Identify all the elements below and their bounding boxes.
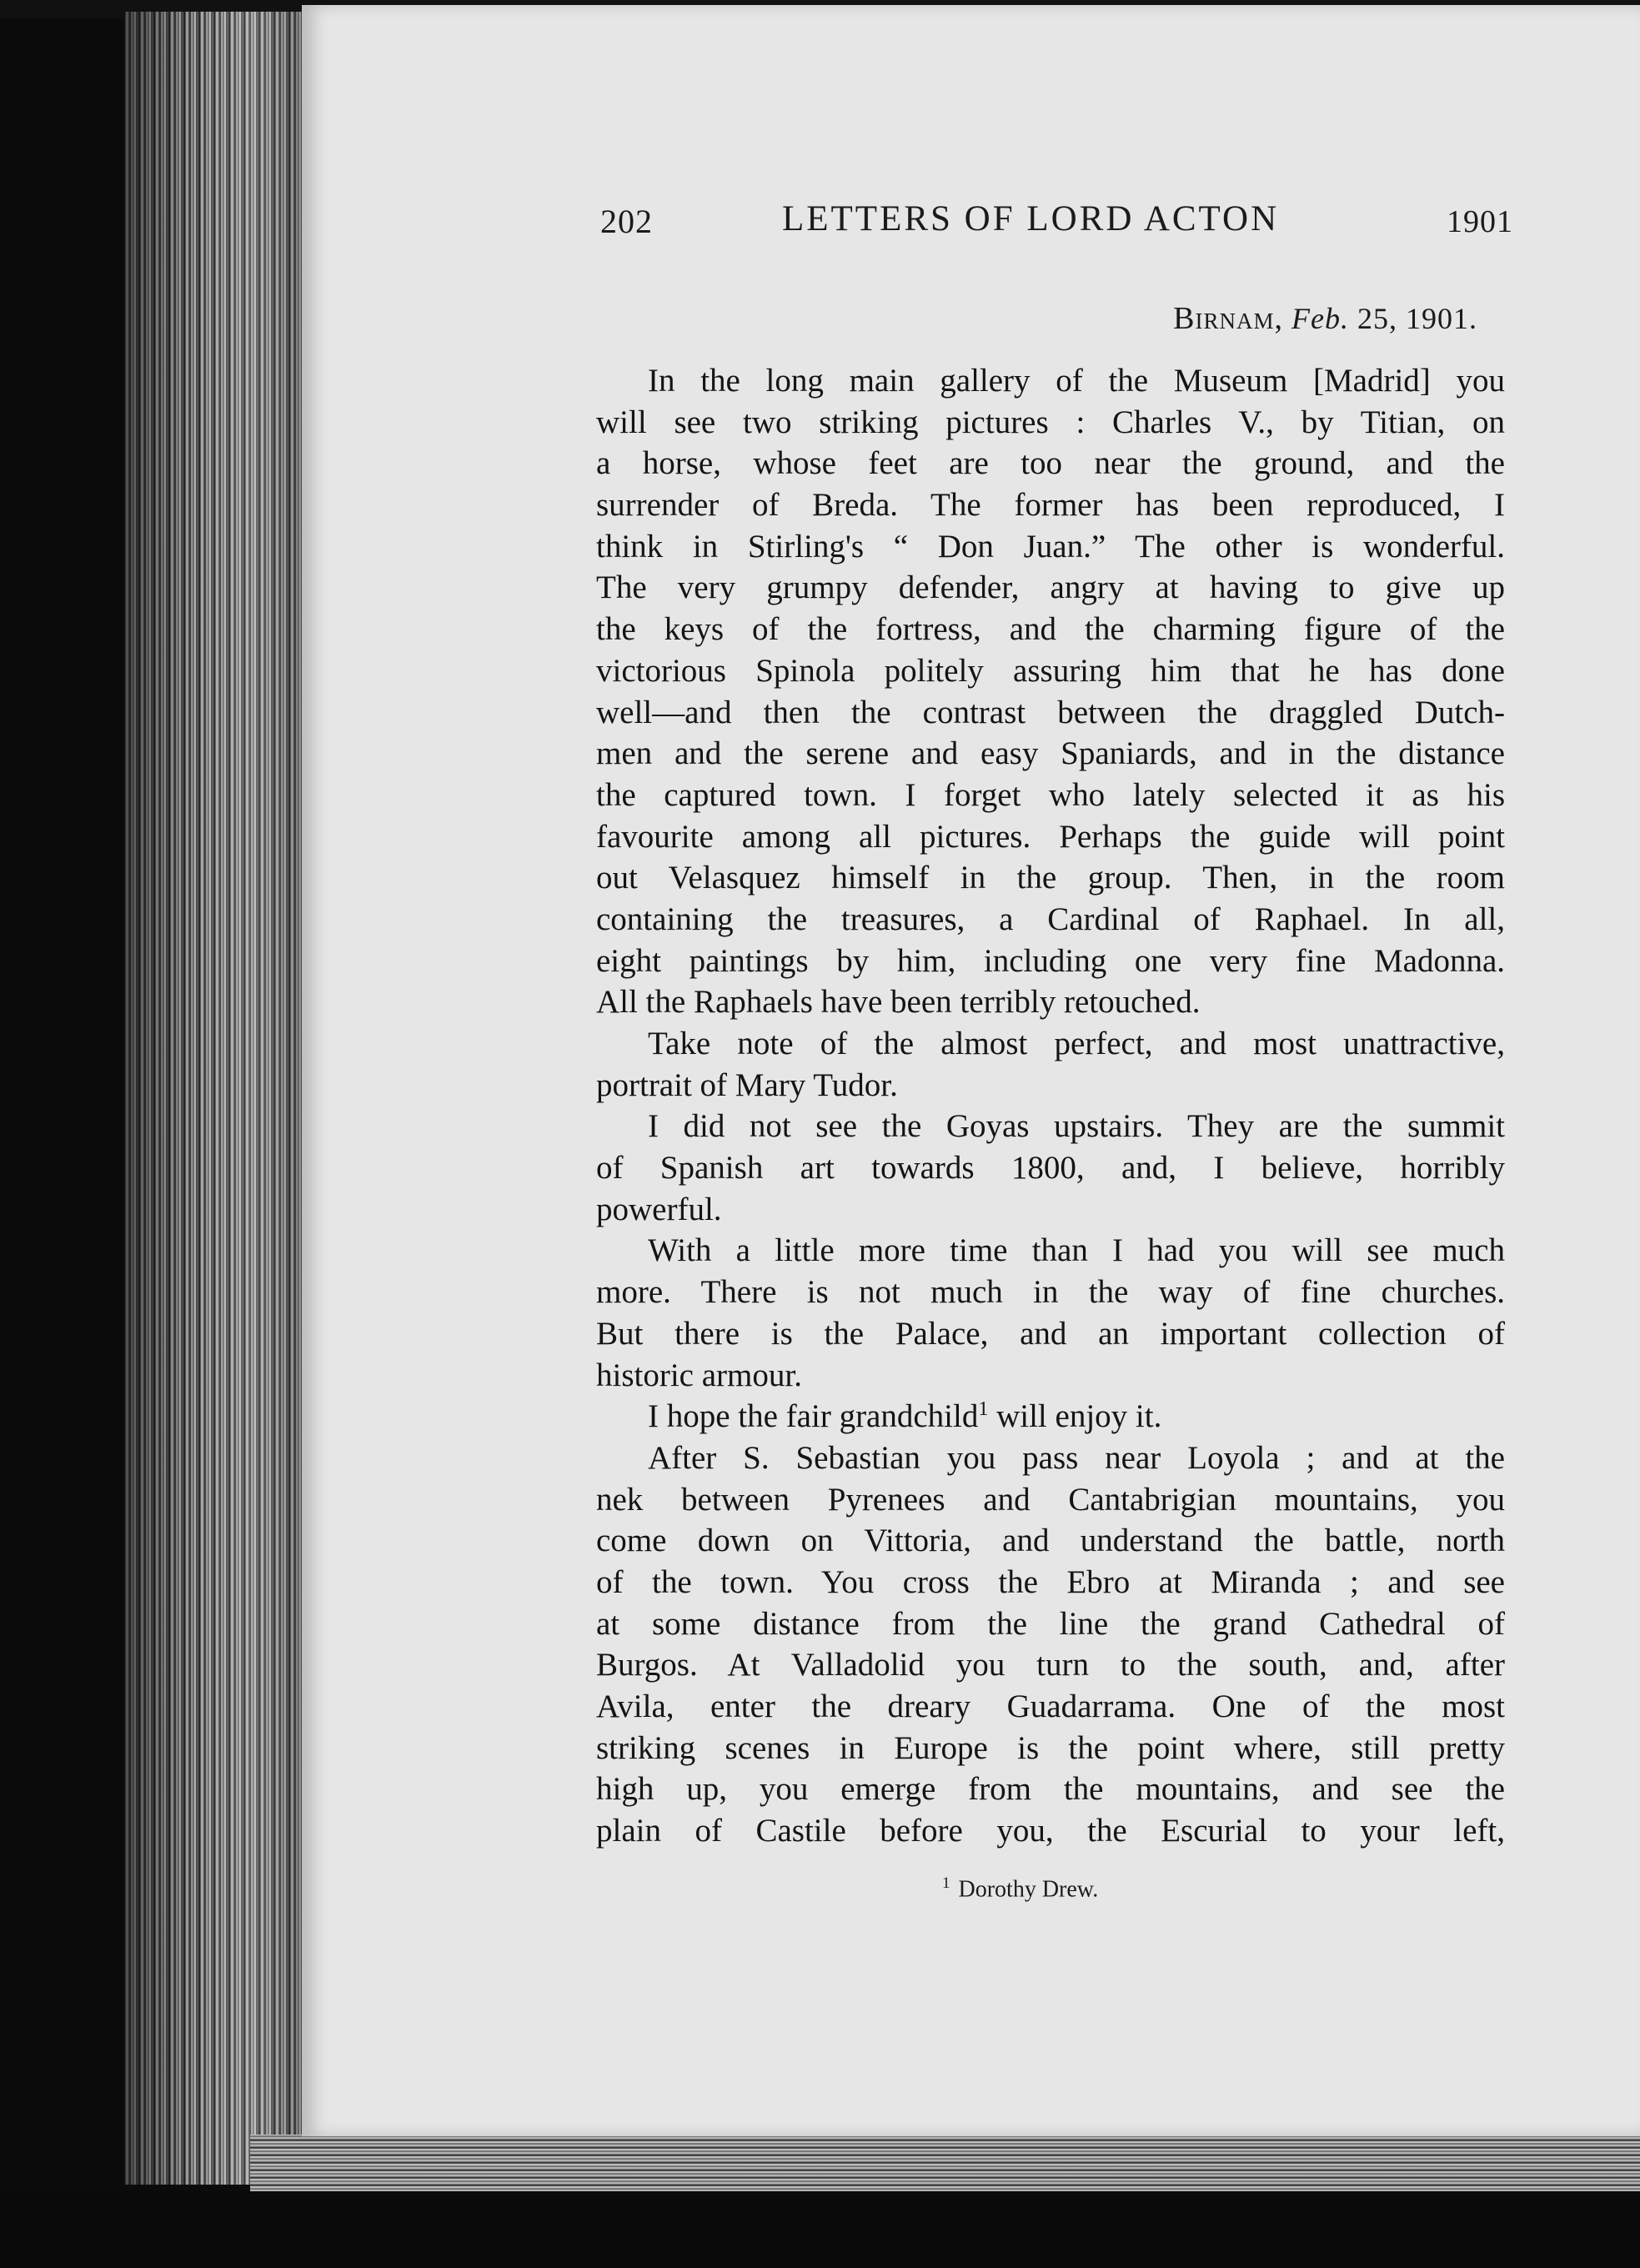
text-line — [596, 1355, 1505, 1397]
text-line — [596, 733, 1505, 775]
text-line — [596, 1313, 1505, 1355]
line-text-continued: will enjoy it. — [988, 1398, 1162, 1435]
text-line — [596, 981, 1505, 1023]
text-line — [596, 360, 1505, 402]
page-number: 202 — [600, 203, 653, 240]
text-line — [596, 899, 1505, 941]
text-line — [596, 1810, 1505, 1852]
text-line — [596, 1479, 1505, 1521]
line-text: of the town. You cross the Ebro at Miranda ; and see — [596, 1563, 1505, 1600]
line-text: at some distance from the line the grand Cathedral of — [596, 1605, 1505, 1642]
line-text: high up, you emerge from the mountains, and see the — [596, 1771, 1505, 1808]
footnote-text: Dorothy Drew. — [958, 1876, 1099, 1903]
text-line — [596, 1562, 1505, 1603]
text-line — [596, 650, 1505, 692]
text-line — [596, 1396, 1505, 1438]
text-line — [596, 1644, 1505, 1686]
line-text: Avila, enter the dreary Guadarrama. One of the most — [596, 1688, 1505, 1724]
text-line — [596, 857, 1505, 899]
running-header — [600, 198, 1513, 248]
line-text: well—and then the contrast between the draggled Dutch- — [596, 694, 1505, 730]
line-text: powerful. — [596, 1191, 722, 1227]
line-text: The very grumpy defender, angry at having to give up — [596, 570, 1505, 606]
text-line — [596, 941, 1505, 982]
text-line — [596, 526, 1505, 568]
line-text: But there is the Palace, and an important collection of — [596, 1315, 1505, 1352]
text-line — [596, 402, 1505, 444]
line-text: victorious Spinola politely assuring him that he has done — [596, 652, 1505, 689]
line-text: Burgos. At Valladolid you turn to the south, and, after — [596, 1647, 1505, 1683]
footnote — [942, 1874, 1098, 1903]
line-text: come down on Vittoria, and understand the battle, north — [596, 1523, 1505, 1559]
text-line — [596, 1686, 1505, 1728]
line-text: eight paintings by him, including one very fine Madonna. — [596, 942, 1505, 979]
line-text: striking scenes in Europe is the point where, still pretty — [596, 1729, 1505, 1766]
line-text: Take note of the almost perfect, and most unattractive, — [648, 1026, 1505, 1061]
line-text: think in Stirling's “ Don Juan.” The other is wonderful. — [596, 528, 1505, 564]
text-line — [596, 1520, 1505, 1562]
line-text: I hope the fair grandchild — [648, 1398, 979, 1435]
text-line — [596, 567, 1505, 609]
footnote-marker: 1 — [942, 1874, 950, 1892]
line-text: a horse, whose feet are too near the ground, and the — [596, 445, 1505, 482]
dateline-date: 25, 1901. — [1357, 302, 1477, 335]
line-text: With a little more time than I had you will see much — [648, 1232, 1505, 1269]
text-line — [596, 443, 1505, 484]
text-line — [596, 692, 1505, 734]
text-line — [596, 1023, 1505, 1065]
line-text: favourite among all pictures. Perhaps the guide will point — [596, 818, 1505, 855]
line-text: more. There is not much in the way of fine churches. — [596, 1274, 1505, 1311]
line-text: In the long main gallery of the Museum [Madrid] you — [648, 363, 1505, 399]
text-line — [596, 1230, 1505, 1272]
line-text: out Velasquez himself in the group. Then, in the room — [596, 860, 1505, 896]
line-text: the captured town. I forget who lately selected it as his — [596, 776, 1505, 813]
header-year: 1901 — [1447, 204, 1513, 239]
line-text: will see two striking pictures : Charles V., by Titian, on — [596, 404, 1505, 440]
footnote-reference: 1 — [978, 1398, 989, 1421]
line-text: I did not see the Goyas upstairs. They are the summit — [648, 1108, 1505, 1145]
page-edges-shadow — [123, 12, 308, 2185]
dateline-place: Birnam, — [1173, 301, 1284, 336]
text-line — [596, 816, 1505, 858]
line-text: surrender of Breda. The former has been reproduced, I — [596, 487, 1505, 524]
dateline-month: Feb. — [1291, 302, 1349, 335]
text-line — [596, 1189, 1505, 1231]
text-line — [596, 1106, 1505, 1147]
line-text: the keys of the fortress, and the charming figure of the — [596, 611, 1505, 648]
line-text: plain of Castile before you, the Escurial to your left, — [596, 1813, 1505, 1849]
text-line — [596, 1769, 1505, 1810]
text-line — [596, 775, 1505, 816]
letter-dateline — [1173, 300, 1477, 337]
line-text: historic armour. — [596, 1357, 802, 1393]
text-line — [596, 609, 1505, 650]
text-line — [596, 1603, 1505, 1645]
text-line — [596, 1438, 1505, 1479]
line-text: All the Raphaels have been terribly retouched. — [596, 984, 1201, 1021]
text-line — [596, 1147, 1505, 1189]
text-line — [596, 1728, 1505, 1769]
text-line — [596, 1065, 1505, 1106]
running-title: LETTERS OF LORD ACTON — [782, 199, 1280, 238]
line-text: portrait of Mary Tudor. — [596, 1066, 898, 1103]
line-text: nek between Pyrenees and Cantabrigian mountains, you — [596, 1481, 1505, 1518]
scan-background-bottom — [0, 2191, 1640, 2268]
line-text: After S. Sebastian you pass near Loyola ; and at the — [648, 1439, 1505, 1476]
line-text: of Spanish art towards 1800, and, I believe, horribly — [596, 1150, 1505, 1187]
book-bottom-edges — [250, 2135, 1640, 2193]
text-line — [596, 1272, 1505, 1313]
line-text: containing the treasures, a Cardinal of Raphael. In all, — [596, 901, 1505, 937]
line-text: men and the serene and easy Spaniards, and in the distance — [596, 735, 1505, 772]
letter-body — [596, 360, 1505, 1852]
text-line — [596, 484, 1505, 526]
